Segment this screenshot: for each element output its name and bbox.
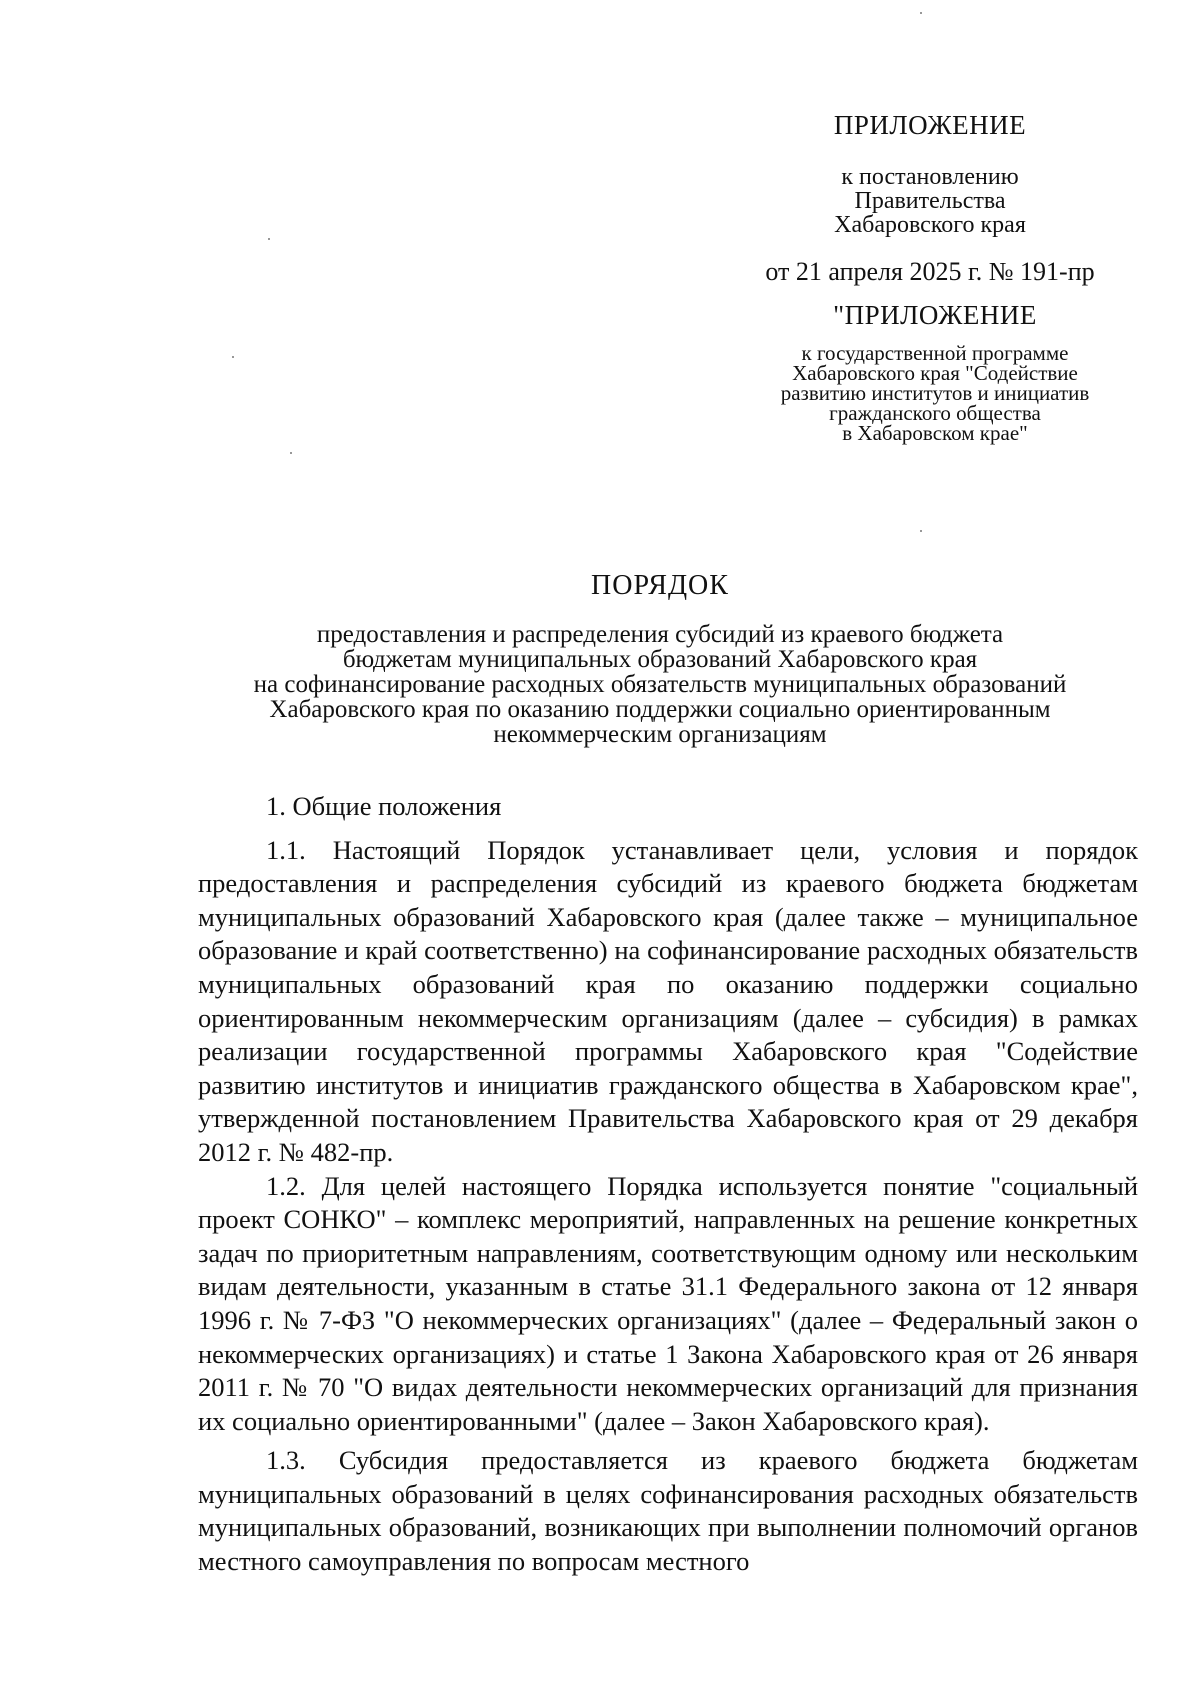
appendix-line: в Хабаровском крае" <box>842 421 1028 445</box>
appendix-line: гражданского общества <box>829 401 1041 425</box>
appendix-line: Хабаровского края "Содействие <box>792 361 1078 385</box>
document-title: ПОРЯДОК <box>591 570 729 601</box>
document-title-block <box>190 570 1130 747</box>
scan-speck <box>290 452 292 454</box>
scan-speck <box>920 12 922 14</box>
appendix-line: Хабаровского края <box>834 212 1026 238</box>
paragraph-1-3: 1.3. Субсидия предоставляется из краевого бюджета бюджетам муниципальных образований в целях софинансирования расходных обязательств муниципальных образований, возникающих при выполнении полномочий органов местного самоуправления по вопросам местного <box>198 1445 1138 1577</box>
scan-speck <box>920 530 922 532</box>
document-subtitle-line: бюджетам муниципальных образований Хабаровского края <box>342 646 978 673</box>
document-subtitle-line: Хабаровского края по оказанию поддержки социально ориентированным <box>269 696 1051 723</box>
paragraph-1-2: 1.2. Для целей настоящего Порядка используется понятие "социальный проект СОНКО" – комплекс мероприятий, направленных на решение конкретных задач по приоритетным направлениям, соответствующим одному или нескольким видам деятельности, указанным в статье 31.1 Федерального закона от 12 января 1996 г. № 7-ФЗ "О некоммерческих организациях" (далее – Федеральный закон о некоммерческих организациях) и статье 1 Закона Хабаровского края от 26 января 2011 г. № 70 "О видах деятельности некоммерческих организаций для признания их социально ориентированными" (далее – Закон Хабаровского края). <box>198 1170 1138 1436</box>
appendix-heading: "ПРИЛОЖЕНИЕ <box>833 300 1037 330</box>
document-subtitle-line: на софинансирование расходных обязательств муниципальных образований <box>253 671 1067 698</box>
appendix-line: к государственной программе <box>801 341 1069 365</box>
appendix-header-decree <box>740 112 1120 285</box>
decree-date: от 21 апреля 2025 г. № 191-пр <box>765 257 1095 286</box>
scan-speck <box>232 356 234 358</box>
appendix-line: Правительства <box>854 188 1006 214</box>
scan-speck <box>268 238 270 240</box>
section-heading: 1. Общие положения <box>266 791 502 821</box>
paragraph-1-1: 1.1. Настоящий Порядок устанавливает цели, условия и порядок предоставления и распределения субсидий из краевого бюджета бюджетам муниципальных образований Хабаровского края (далее также – муниципальное образование и край соответственно) на софинансирование расходных обязательств муниципальных образований края по оказанию поддержки социально ориентированным некоммерческим организациям (далее – субсидия) в рамках реализации государственной программы Хабаровского края "Содействие развитию институтов и инициатив гражданского общества в Хабаровском крае", утвержденной постановлением Правительства Хабаровского края от 29 декабря 2012 г. № 482-пр. <box>198 834 1138 1167</box>
appendix-line: к постановлению <box>841 164 1019 190</box>
document-subtitle-line: предоставления и распределения субсидий из краевого бюджета <box>316 621 1004 648</box>
appendix-heading: ПРИЛОЖЕНИЕ <box>833 110 1027 140</box>
document-body <box>198 790 1138 1579</box>
appendix-line: развитию институтов и инициатив <box>780 381 1090 405</box>
document-subtitle-line: некоммерческим организациям <box>493 721 827 748</box>
appendix-header-program <box>735 302 1135 443</box>
